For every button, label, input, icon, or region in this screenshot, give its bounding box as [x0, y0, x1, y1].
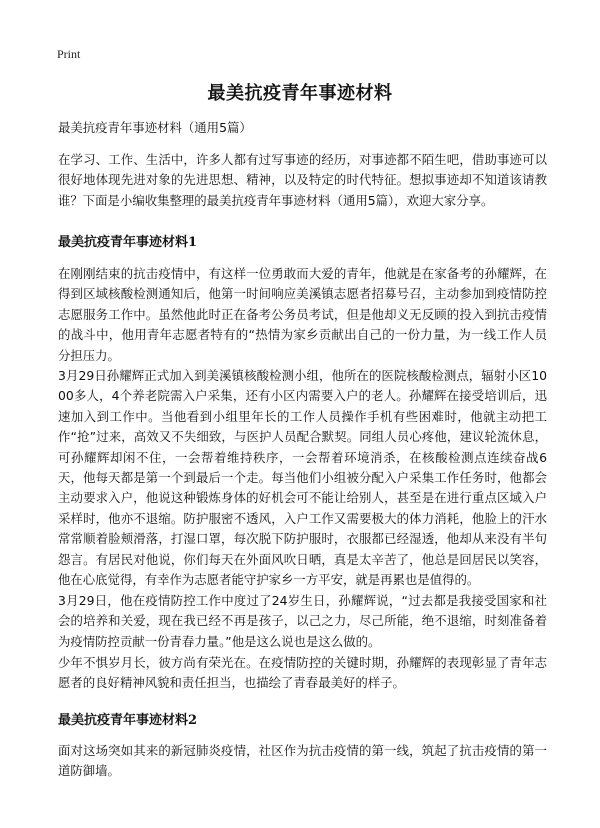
section-1-paragraph-1: 在刚刚结束的抗击疫情中，有这样一位勇敢而大爱的青年，他就是在家备考的孙耀辉，在得到区域核酸检测通知后，他第一时间响应美溪镇志愿者招募号召，主动参加到疫情防控志愿服务工作中。虽然他此时正在备考公务员考试，但是他却义无反顾的投入到抗击疫情的战斗中，他用青年志愿者特有的“热情为家乡贡献出自己的一份力量，为一线工作人员分担压力。: [58, 266, 547, 363]
section-1-paragraph-4: 少年不惧岁月长，彼方尚有荣光在。在疫情防控的关键时期，孙耀辉的表现彰显了青年志愿者的良好精神风貌和责任担当，也描绘了青春最美好的样子。: [58, 655, 547, 691]
page-title: 最美抗疫青年事迹材料: [207, 83, 393, 104]
section-1-paragraph-2: 3月29日孙耀辉正式加入到美溪镇核酸检测小组，他所在的医院核酸检测点，辐射小区1000多人，4个养老院需入户采集，还有小区内需要入户的老人。孙耀辉在接受培训后，迅速加入到工作中。当他看到小组里年长的工作人员操作手机有些困难时，他就主动把工作“抢”过来，高效又不失细致，与医护人员配合默契。同组人员心疼他，建议轮流休息，可孙耀辉却闲不住，一会帮着维持秩序，一会帮着环境消杀，在核酸检测点连续奋战6天，他每天都是第一个到最后一个走。每当他们小组被分配入户采集工作任务时，他都会主动要求入户，他说这种锻炼身体的好机会可不能让给别人，甚至是在进行重点区域入户采样时，他亦不退缩。防护服密不透风，入户工作又需要极大的体力消耗，他脸上的汗水常常顺着脸颊滑落，打湿口罩，每次脱下防护服时，衣服都已经湿透，他却从来没有半句怨言。有居民对他说，你们每天在外面风吹日晒，真是太辛苦了，他总是回居民以笑容，他在心底觉得，有幸作为志愿者能守护家乡一方平安，就是再累也是值得的。: [58, 368, 547, 588]
section-heading-1: 最美抗疫青年事迹材料1: [58, 235, 198, 250]
section-heading-2: 最美抗疫青年事迹材料2: [58, 713, 198, 728]
print-link[interactable]: Print: [57, 47, 81, 61]
intro-paragraph: 在学习、工作、生活中，许多人都有过写事迹的经历，对事迹都不陌生吧，借助事迹可以很好地体现先进对象的先进思想、精神，以及特定的时代特征。想拟事迹却不知道该请教谁？下面是小编收集整理的最美抗疫青年事迹材料（通用5篇），欢迎大家分享。: [58, 152, 547, 208]
article-subtitle: 最美抗疫青年事迹材料（通用5篇）: [58, 120, 252, 135]
section-2-paragraph-1: 面对这场突如其来的新冠肺炎疫情，社区作为抗击疫情的第一线，筑起了抗击疫情的第一道防御墙。: [58, 743, 547, 779]
section-1-paragraph-3: 3月29日，他在疫情防控工作中度过了24岁生日，孙耀辉说，“过去都是我接受国家和社会的培养和关爱，现在我已经不再是孩子，以己之力，尽己所能，绝不退缩，时刻准备着为疫情防控贡献一份青春力量。”他是这么说也是这么做的。: [58, 593, 547, 649]
